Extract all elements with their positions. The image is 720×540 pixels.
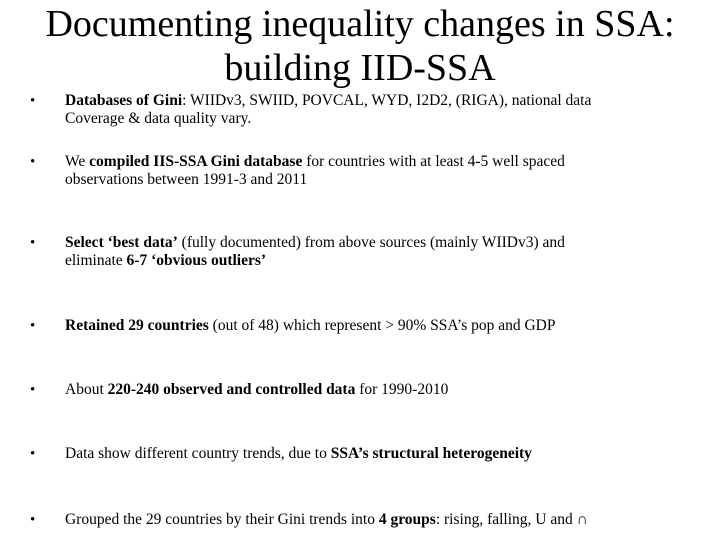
bullet-text (65, 511, 710, 529)
bullet-text (65, 317, 710, 335)
bullet-line: observations between 1991-3 and 2011 (65, 171, 308, 188)
text-run: eliminate (65, 252, 127, 269)
title-line-1: Documenting inequality changes in SSA: (45, 3, 675, 45)
text-run: About (65, 381, 108, 398)
bullet-dot-icon: • (30, 318, 36, 334)
text-run: : rising, falling, U and ∩ (435, 511, 588, 528)
bullet-dot-icon: • (30, 382, 36, 398)
title-line-2: building IID-SSA (224, 47, 496, 89)
text-run: (out of 48) which represent > 90% SSA’s pop and GDP (208, 317, 556, 334)
bullet-text (65, 234, 710, 270)
text-run: Grouped the 29 countries by their Gini trends into (65, 511, 379, 528)
text-run: We (65, 153, 90, 170)
bullet-text (65, 153, 710, 189)
bold-phrase: Retained 29 countries (65, 317, 209, 334)
bullet-dot-icon: • (30, 446, 36, 462)
bullet-dot-icon: • (30, 235, 36, 251)
text-run: (fully documented) from above sources (mainly WIIDv3) and (177, 234, 565, 251)
bullet-line (65, 445, 710, 463)
bullet-line (65, 511, 710, 529)
text-run: for 1990-2010 (355, 381, 449, 398)
slide-title (0, 2, 720, 90)
bullet-dot-icon: • (30, 93, 36, 109)
bold-phrase: Select ‘best data’ (65, 234, 178, 251)
text-run: : WIIDv3, SWIID, POVCAL, WYD, I2D2, (RIGA), national data (182, 92, 592, 109)
bullet-line (65, 234, 710, 252)
bullet-line (65, 381, 710, 399)
bullet-dot-icon: • (30, 512, 36, 528)
bullet-line (65, 252, 710, 270)
bold-phrase: compiled IIS-SSA Gini database (89, 153, 303, 170)
text-run: Data show different country trends, due to (65, 445, 331, 462)
bullet-text (65, 381, 710, 399)
bullet-line (65, 317, 710, 335)
bullet-text (65, 92, 710, 128)
bold-phrase: 6-7 ‘obvious outliers’ (126, 252, 267, 269)
bullet-line (65, 92, 710, 110)
bold-phrase: 220-240 observed and controlled data (107, 381, 356, 398)
bold-phrase: SSA’s structural heterogeneity (330, 445, 532, 462)
bullet-text (65, 445, 710, 463)
bold-phrase: Databases of Gini (65, 92, 183, 109)
bullet-line (65, 153, 710, 171)
bullet-line: Coverage & data quality vary. (65, 110, 252, 127)
bold-phrase: 4 groups (378, 511, 436, 528)
bullet-dot-icon: • (30, 154, 36, 170)
text-run: for countries with at least 4-5 well spaced (302, 153, 565, 170)
